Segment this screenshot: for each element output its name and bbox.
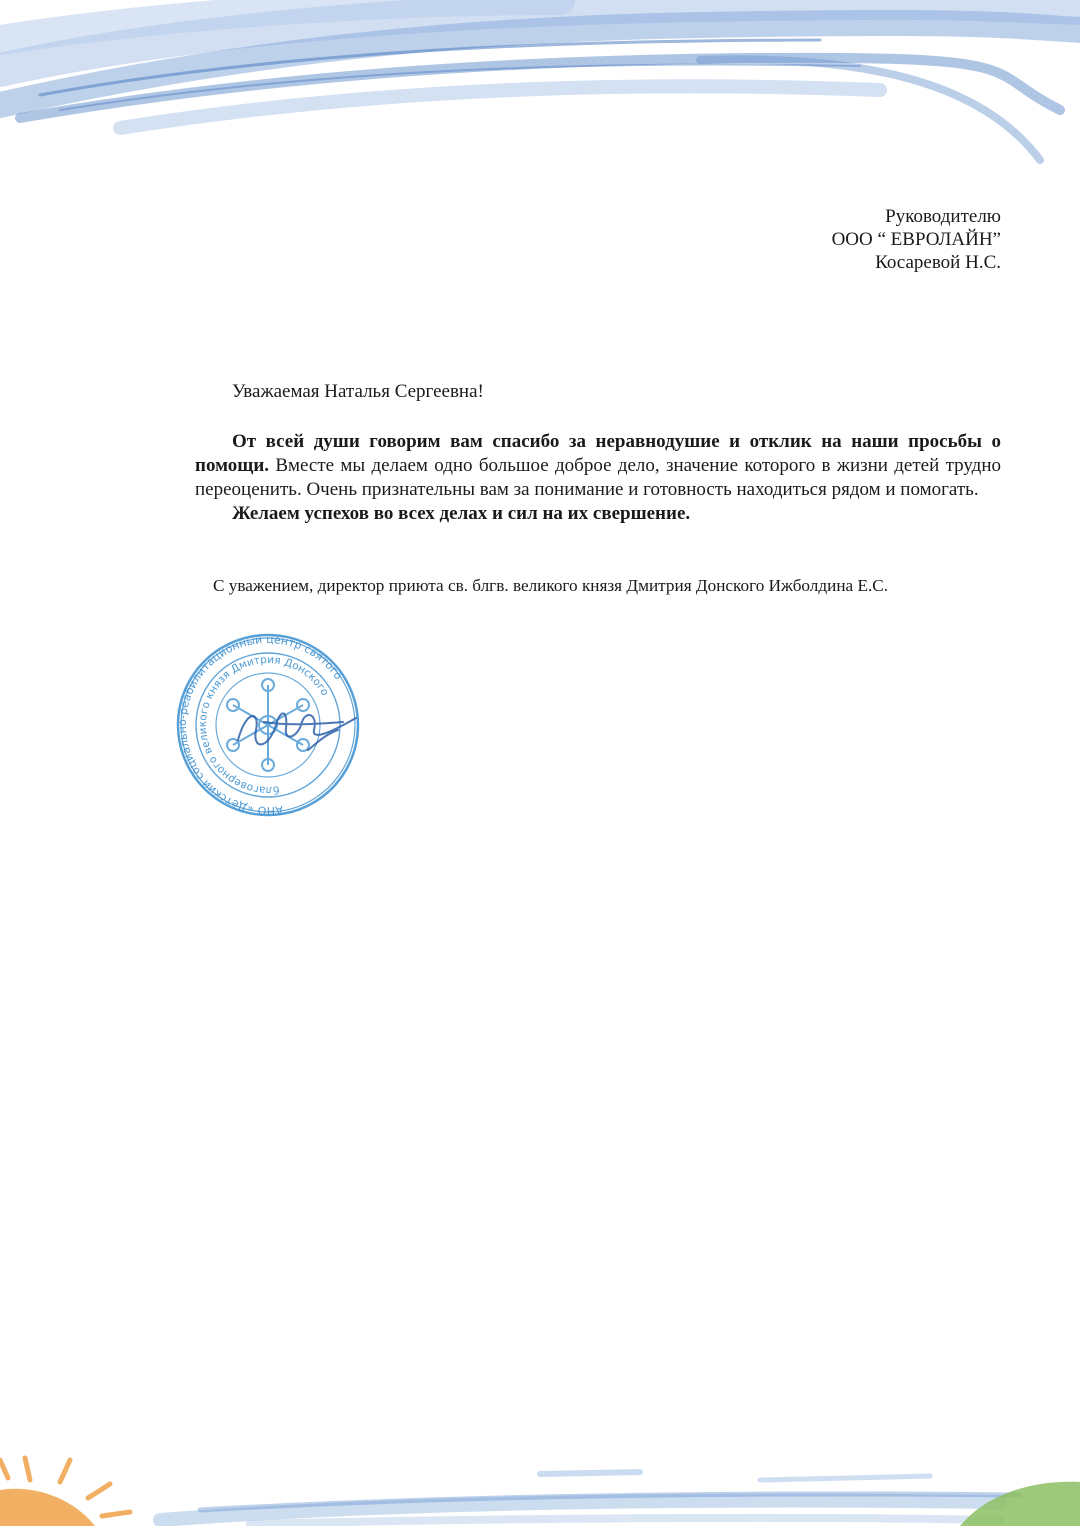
addressee-block bbox=[832, 205, 1001, 274]
addressee-position: Руководителю bbox=[885, 206, 1001, 227]
addressee-name: Косаревой Н.С. bbox=[875, 252, 1001, 273]
stamp-outer-text: АНО «Детский социально-реабилитационный центр святого bbox=[175, 632, 345, 818]
letter-body bbox=[195, 430, 1001, 526]
sun-icon bbox=[0, 1458, 130, 1526]
top-brush-decoration bbox=[0, 0, 1080, 170]
body-paragraph-1-text: Вместе мы делаем одно большое доброе дело, значение которого в жизни детей трудно переоценить. Очень признательны вам за понимание и готовность находиться рядом и помогать. bbox=[195, 455, 1001, 500]
body-paragraph-2 bbox=[195, 502, 1001, 526]
greeting: Уважаемая Наталья Сергеевна! bbox=[232, 381, 484, 402]
body-paragraph-1 bbox=[195, 430, 1001, 502]
addressee-company: ООО “ ЕВРОЛАЙН” bbox=[831, 229, 1001, 250]
stamp-inner-text: благоверного великого князя Дмитрия Донского bbox=[196, 653, 331, 797]
round-seal-stamp bbox=[168, 630, 368, 820]
body-paragraph-2-bold: Желаем успехов во всех делах и сил на их свершение. bbox=[232, 503, 691, 524]
bottom-brush-decoration bbox=[0, 1440, 1080, 1526]
grass-hill bbox=[960, 1482, 1080, 1526]
body-paragraph-1-bold: От всей души говорим вам спасибо за неравнодушие и отклик на наши просьбы о помощи. bbox=[195, 431, 1001, 476]
closing-signature-line: С уважением, директор приюта св. блгв. великого князя Дмитрия Донского Ижболдина Е.С. bbox=[213, 576, 889, 595]
